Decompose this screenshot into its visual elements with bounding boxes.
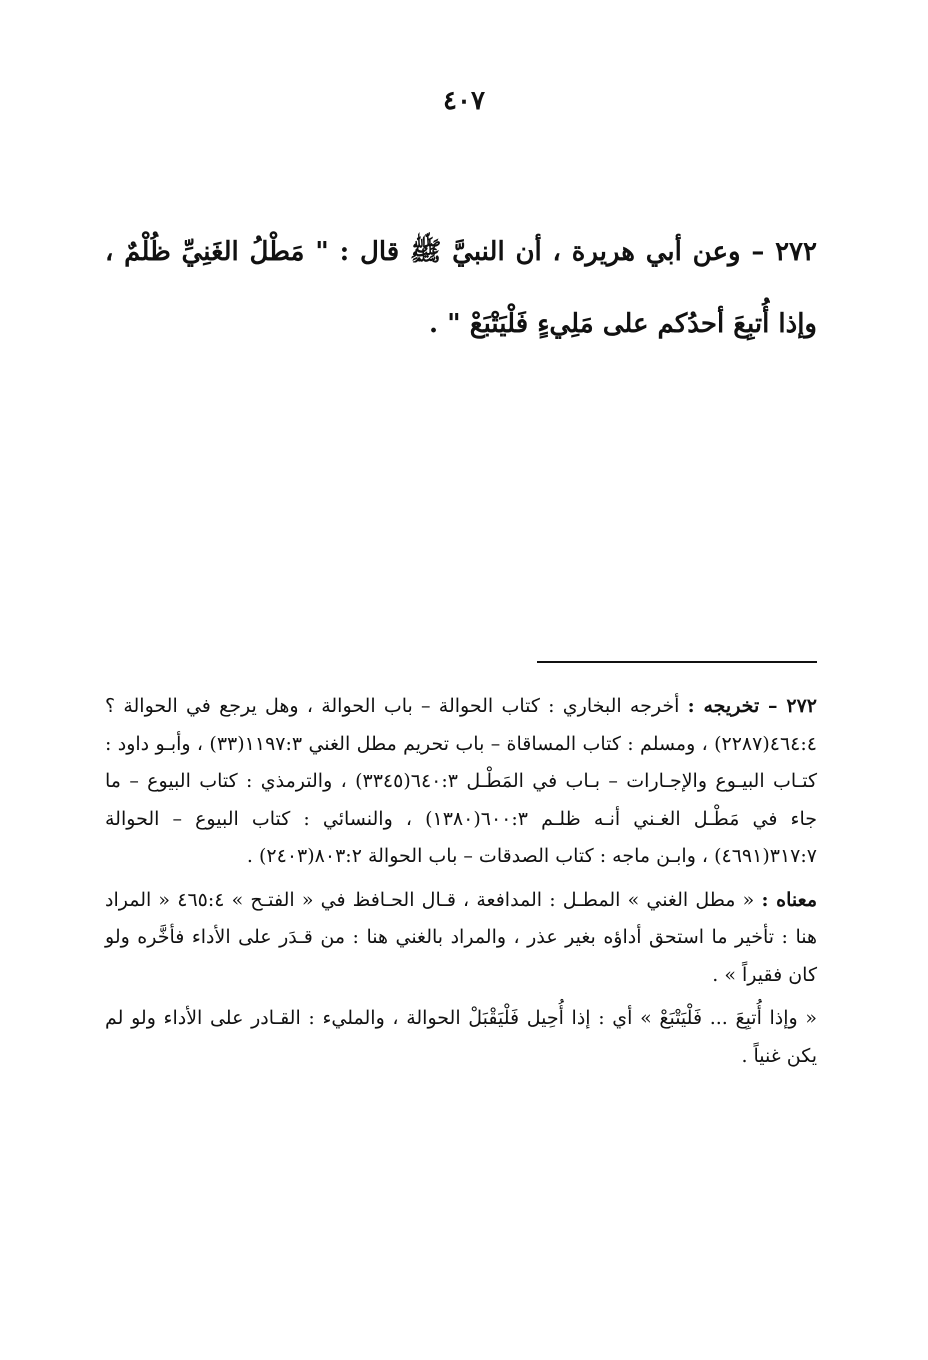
takhrij-paragraph — [105, 688, 817, 876]
meaning-text: « مطل الغني » المطـل : المدافعة ، قـال الحـافظ في « الفتـح » ٤٦٥:٤ « المراد هنا : تأخير ما استحق أداؤه بغير عذر ، والمراد بالغني هنا : من قـدَر على الأداء فأخَّره ولو كان فقيراً » . — [105, 888, 817, 986]
footnote-separator-line — [537, 661, 817, 663]
takhrij-text: أخرجه البخاري : كتاب الحوالة – باب الحوالة ، وهل يرجع في الحوالة ؟ ٤٦٤:٤(٢٢٨٧) ، ومسلم : كتاب المساقاة – باب تحريم مطل الغني ١١٩٧:٣(٣٣) ، وأبـو داود : كتـاب البيـوع والإجـارات – بـاب في المَطْـل ٦٤٠:٣(٣٣٤٥) ، والترمذي : كتاب البيوع – ما جاء في مَطْـل الغـني أنـه ظلـم ٦٠٠:٣(١٣٨٠) ، والنسائي : كتاب البيوع – الحوالة ٣١٧:٧(٤٦٩١) ، وابـن ماجه : كتاب الصدقات – باب الحوالة ٨٠٣:٢(٢٤٠٣) . — [105, 695, 817, 867]
meaning-lead: معناه : — [761, 888, 818, 911]
meaning-paragraph — [105, 882, 817, 995]
hadith-text-block — [105, 216, 817, 360]
page-number: ٤٠٧ — [443, 86, 485, 116]
footnotes-block — [105, 688, 817, 1081]
takhrij-lead: ٢٧٢ – تخريجه : — [687, 695, 817, 717]
hadith-paragraph: ٢٧٢ – وعن أبي هريرة ، أن النبيَّ ﷺ قال : " مَطْلُ الغَنِيِّ ظُلْمٌ ، وإذا أُتبِعَ أحدُكم على مَلِيءٍ فَلْيَتْبَعْ " . — [105, 237, 817, 339]
explanation-paragraph: « وإذا أُتبِعَ ... فَلْيَتْبَعْ » أي : إذا أُحِيل فَلْيَقْبَلْ الحوالة ، والمليء : القـادر على الأداء ولو لم يكن غنياً . — [105, 1007, 818, 1067]
